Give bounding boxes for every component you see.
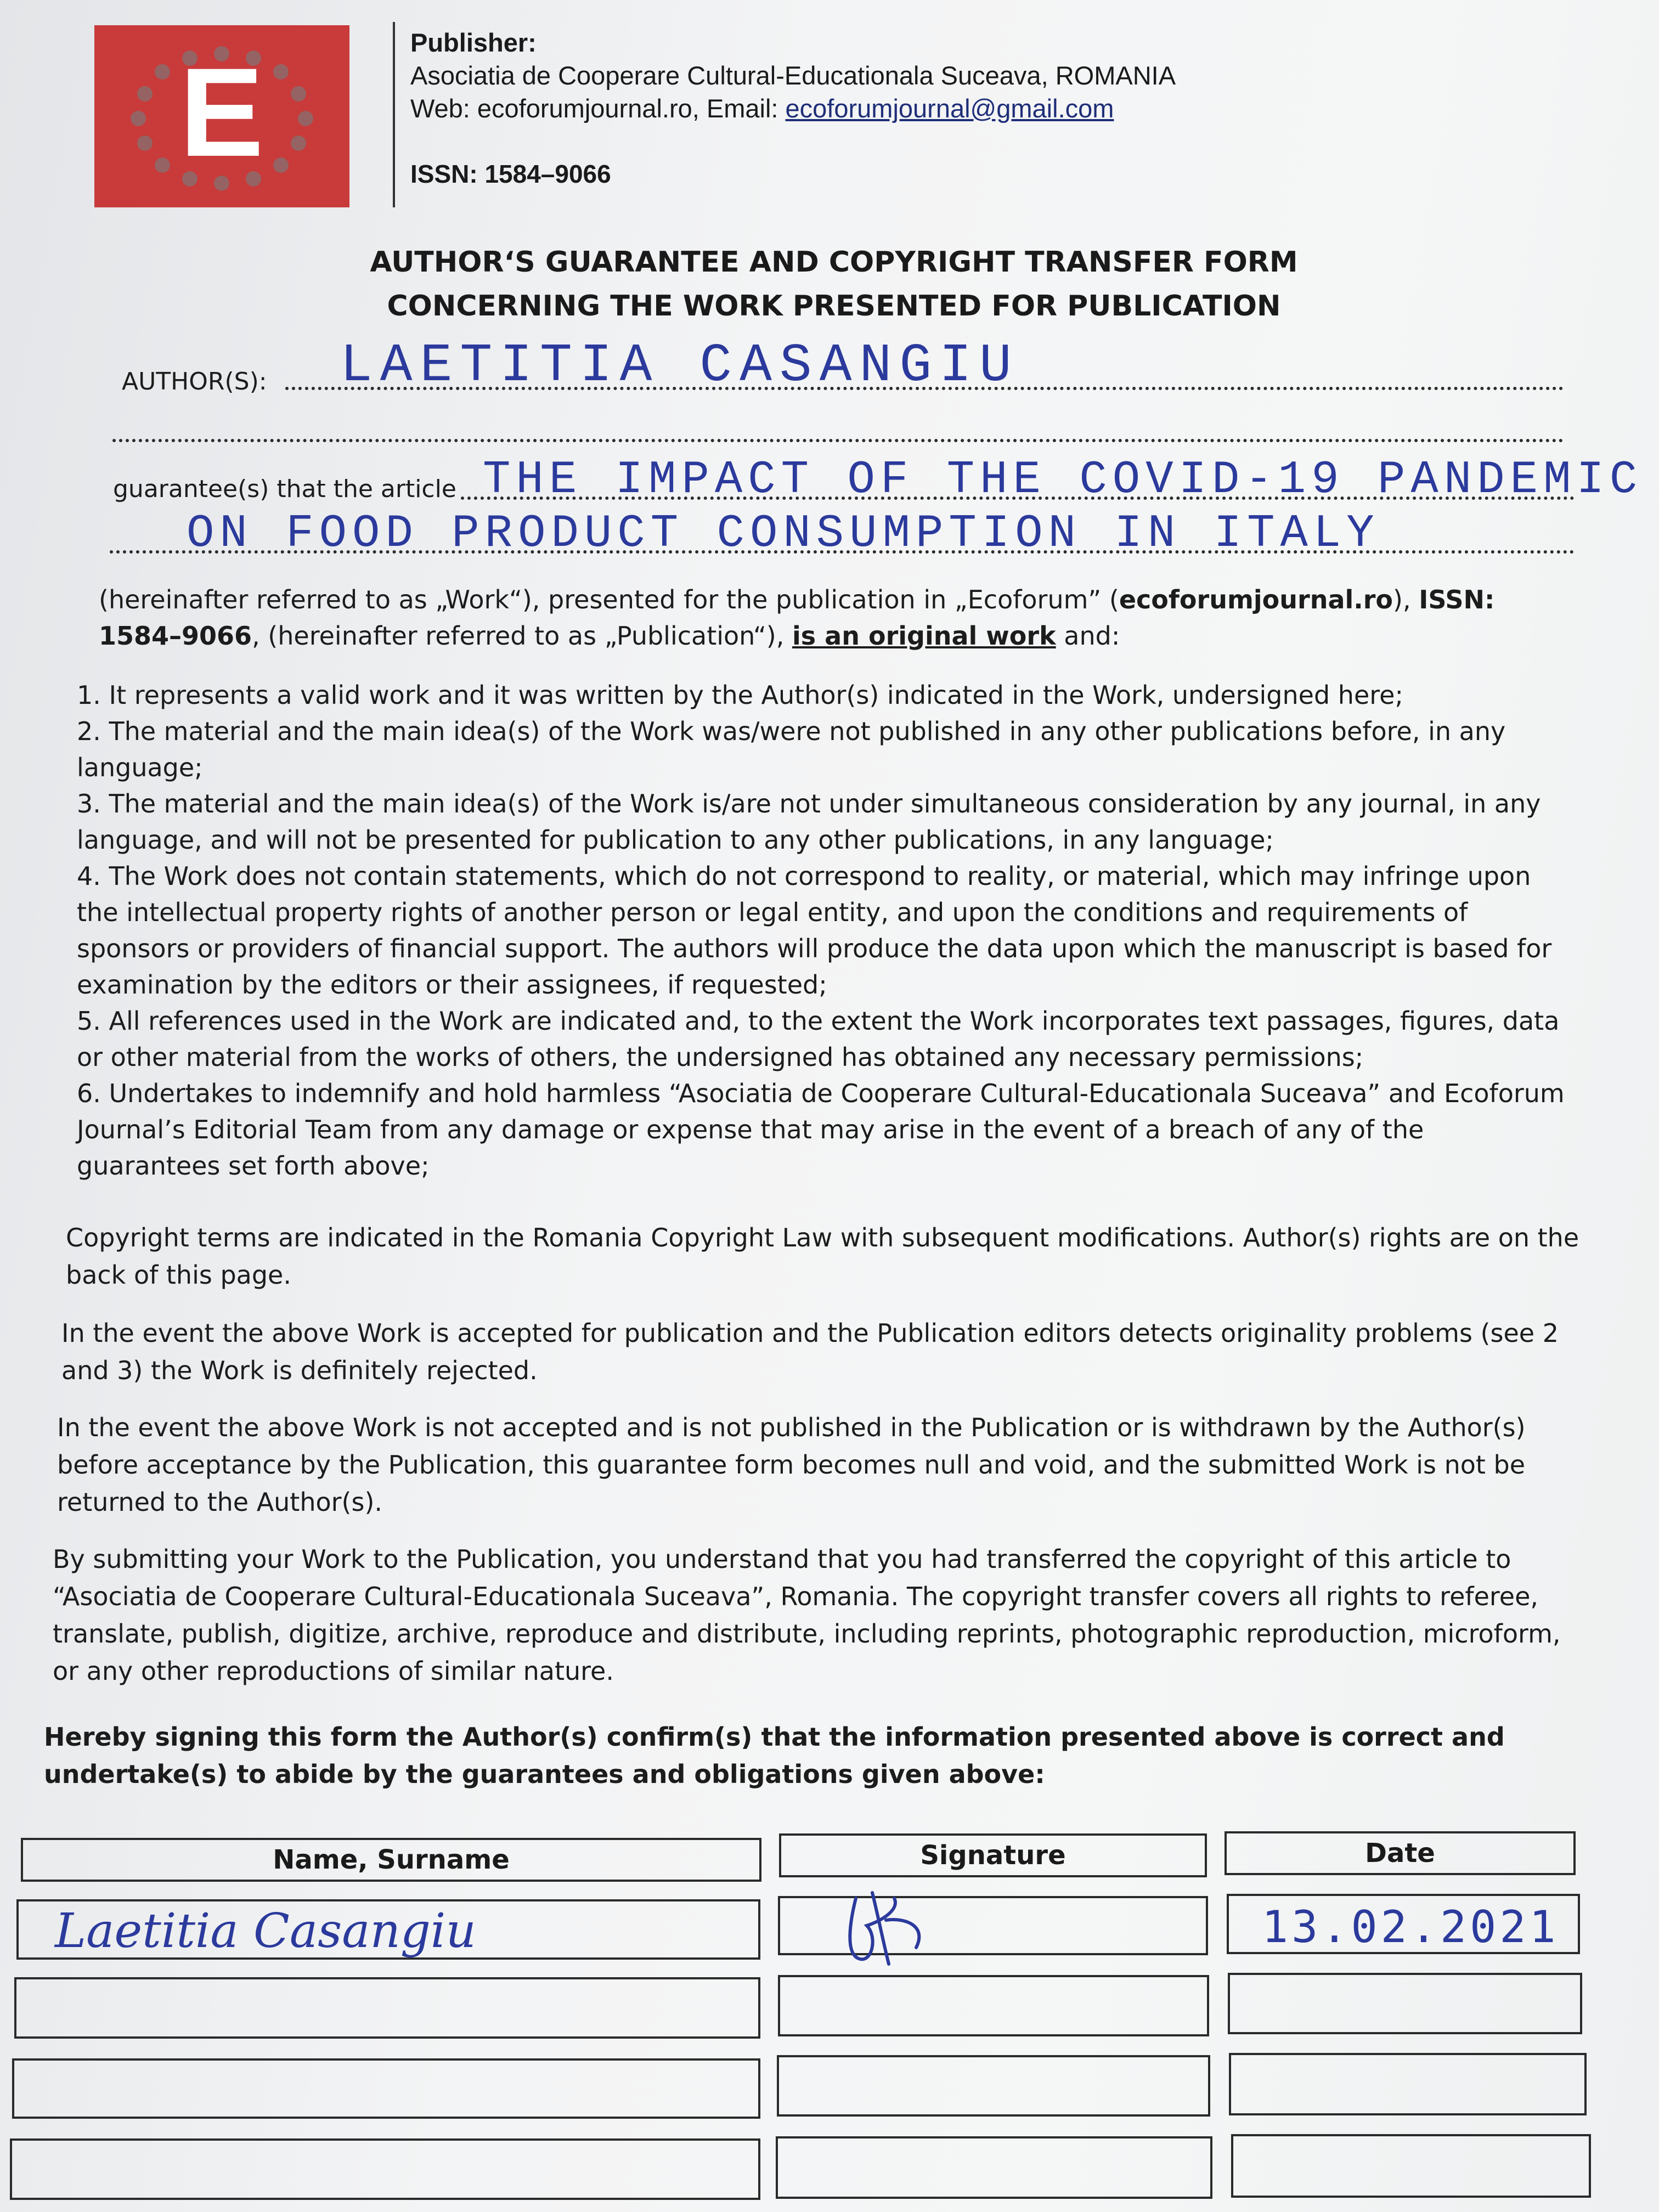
intro-text-3: , (hereinafter referred to as „Publication“),: [252, 621, 792, 651]
issn-text: ISSN: 1584–9066: [410, 160, 611, 188]
name-cell-row4[interactable]: [10, 2138, 760, 2200]
name-cell-row3[interactable]: [12, 2058, 760, 2119]
handwritten-date: 13.02.2021: [1262, 1901, 1559, 1953]
date-cell-row4[interactable]: [1231, 2134, 1591, 2198]
signature-cell-row2[interactable]: [778, 1975, 1209, 2036]
guarantee-item: 1. It represents a valid work and it was written by the Author(s) indicated in the Work, undersigned here;: [77, 680, 1403, 710]
copyright-transfer-paragraph: By submitting your Work to the Publication, you understand that you had transferred the copyright of this article to “Asociatia de Cooperare Cultural-Educationala Suceava”, Romania. The copyright transfer covers all rights to referee, translate, publish, digitize, archive, reproduce and distribute, including reprints, photographic reproduction, microform, or any other reproductions of similar nature.: [53, 1544, 1561, 1686]
intro-text-4: and:: [1056, 621, 1120, 651]
guarantee-item: 3. The material and the main idea(s) of the Work is/are not under simultaneous consideration by any journal, in any language, and will not be presented for publication to any other publications, in any language;: [77, 789, 1541, 855]
date-cell-row2[interactable]: [1228, 1973, 1582, 2034]
intro-paragraph: [99, 582, 1569, 654]
publisher-block: [410, 26, 1176, 125]
article-handwritten-line2: ON FOOD PRODUCT CONSUMPTION IN ITALY: [187, 508, 1380, 560]
guarantee-item: 5. All references used in the Work are indicated and, to the extent the Work incorporates text passages, figures, data or other material from the works of others, the undersigned has obtained any necessary permissions;: [77, 1006, 1560, 1072]
publisher-name: Asociatia de Cooperare Cultural-Educationala Suceava, ROMANIA: [410, 61, 1176, 90]
rejection-paragraph: In the event the above Work is accepted for publication and the Publication editors detects originality problems (see 2 and 3) the Work is definitely rejected.: [61, 1318, 1559, 1385]
confirmation-paragraph: Hereby signing this form the Author(s) confirm(s) that the information presented above is correct and undertake(s) to abide by the guarantees and obligations given above:: [44, 1722, 1505, 1789]
copyright-paragraph: Copyright terms are indicated in the Romania Copyright Law with subsequent modifications. Author(s) rights are on the back of this page.: [66, 1223, 1579, 1290]
logo-emblem-icon: [94, 25, 349, 207]
article-label: guarantee(s) that the article: [113, 475, 456, 503]
column-header-signature: Signature: [779, 1833, 1207, 1877]
intro-original-work: is an original work: [792, 621, 1056, 651]
intro-text-2: ),: [1393, 585, 1419, 614]
date-cell-row3[interactable]: [1229, 2053, 1587, 2115]
null-void-paragraph: In the event the above Work is not accepted and is not published in the Publication or is withdrawn by the Author(s) before acceptance by the Publication, this guarantee form becomes null and void, and the submitted Work is not be returned to the Author(s).: [57, 1413, 1526, 1517]
signature-cell-row4[interactable]: [776, 2136, 1212, 2199]
authors-label: AUTHOR(S):: [122, 368, 267, 396]
form-title: [351, 240, 1317, 328]
form-title-line1: AUTHOR‘S GUARANTEE AND COPYRIGHT TRANSFER FORM: [370, 246, 1298, 279]
web-text: Web: ecoforumjournal.ro, Email:: [410, 94, 786, 123]
handwritten-signature-icon: [834, 1887, 944, 1975]
authors-handwritten-value: LAETITIA CASANGIU: [340, 336, 1019, 397]
email-link[interactable]: ecoforumjournal@gmail.com: [785, 94, 1114, 123]
guarantee-item: 6. Undertakes to indemnify and hold harmless “Asociatia de Cooperare Cultural-Educationala Suceava” and Ecoforum Journal’s Editorial Team from any damage or expense that may arise in the event of a breach of any of the guarantees set forth above;: [77, 1079, 1565, 1181]
column-header-date: Date: [1224, 1831, 1576, 1875]
intro-issn: ISSN: 1584–9066: [99, 585, 1495, 651]
logo-letter: E: [179, 42, 264, 183]
handwritten-name: Laetitia Casangiu: [55, 1904, 476, 1959]
authors-dotted-line-2: [112, 439, 1564, 442]
intro-text-1: (hereinafter referred to as „Work“), presented for the publication in „Ecoforum” (: [99, 585, 1119, 614]
signature-cell-row3[interactable]: [777, 2055, 1210, 2117]
journal-logo: [94, 25, 349, 207]
guarantee-item: 2. The material and the main idea(s) of the Work was/were not published in any other publications before, in any language;: [77, 716, 1506, 782]
guarantee-item: 4. The Work does not contain statements, which do not correspond to reality, or material, which may infringe upon the intellectual property rights of another person or legal entity, and upon the conditions and requirements of sponsors or providers of financial support. The authors will produce the data upon which the manuscript is based for examination by the editors or their assignees, if requested;: [77, 861, 1552, 1000]
guarantees-list: [77, 677, 1569, 1184]
column-header-name: Name, Surname: [21, 1838, 761, 1882]
publisher-label: Publisher:: [410, 28, 537, 57]
publisher-contact: [410, 92, 1176, 125]
name-cell-row2[interactable]: [14, 1977, 760, 2039]
header-divider: [393, 22, 395, 207]
form-title-line2: CONCERNING THE WORK PRESENTED FOR PUBLICATION: [387, 290, 1281, 323]
intro-site: ecoforumjournal.ro: [1119, 585, 1393, 614]
article-handwritten-line1: THE IMPACT OF THE COVID-19 PANDEMIC: [483, 454, 1643, 506]
